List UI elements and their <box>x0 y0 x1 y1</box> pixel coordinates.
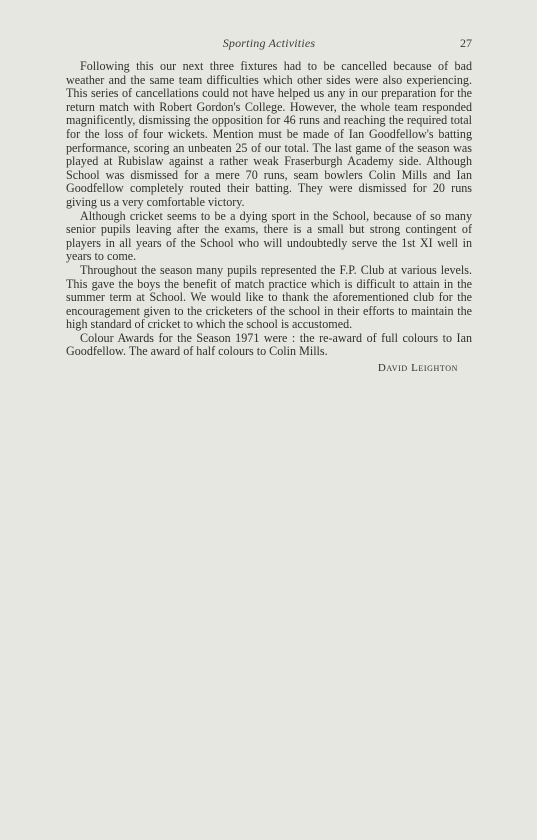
page-number: 27 <box>460 36 472 50</box>
paragraph-dying-sport: Although cricket seems to be a dying sport in the School, because of so many senior pupils leaving after the exams, there is a small but strong contingent of players in all years of the School who will undoubtedly serve the 1st XI well in years to come. <box>66 208 472 264</box>
paragraph-colour-awards: Colour Awards for the Season 1971 were : the re-award of full colours to Ian Goodfellow. The award of half colours to Colin Mills. <box>66 330 472 359</box>
author-signature: David Leighton <box>377 362 458 375</box>
running-head <box>66 36 472 54</box>
running-title: Sporting Activities <box>222 36 316 50</box>
paragraph-fixtures: Following this our next three fixtures had to be cancelled because of bad weather and the same team difficulties which other sides were also experiencing. This series of cancellations could not have helped us any in our preparation for the return match with Robert Gordon's College. However, the whole team responded magnificently, dismissing the opposition for 46 runs and reaching the required total for the loss of four wickets. Mention must be made of Ian Goodfellow's batting performance, scoring an unbeaten 25 of our total. The last game of the season was played at Rubislaw against a rather weak Fraserburgh Academy side. Although School was dismissed for a mere 70 runs, seam bowlers Colin Mills and Ian Goodfellow completely routed their batting. They were dismissed for 20 runs giving us a very comfortable victory. <box>66 59 472 209</box>
article-body <box>66 60 472 375</box>
paragraph-fp-club: Throughout the season many pupils represented the F.P. Club at various levels. This gave the boys the benefit of match practice which is difficult to attain in the summer term at School. We would like to thank the aforementioned club for the encouragement given to the cricketers of the school in their efforts to maintain the high standard of cricket to which the school is accustomed. <box>66 262 472 332</box>
